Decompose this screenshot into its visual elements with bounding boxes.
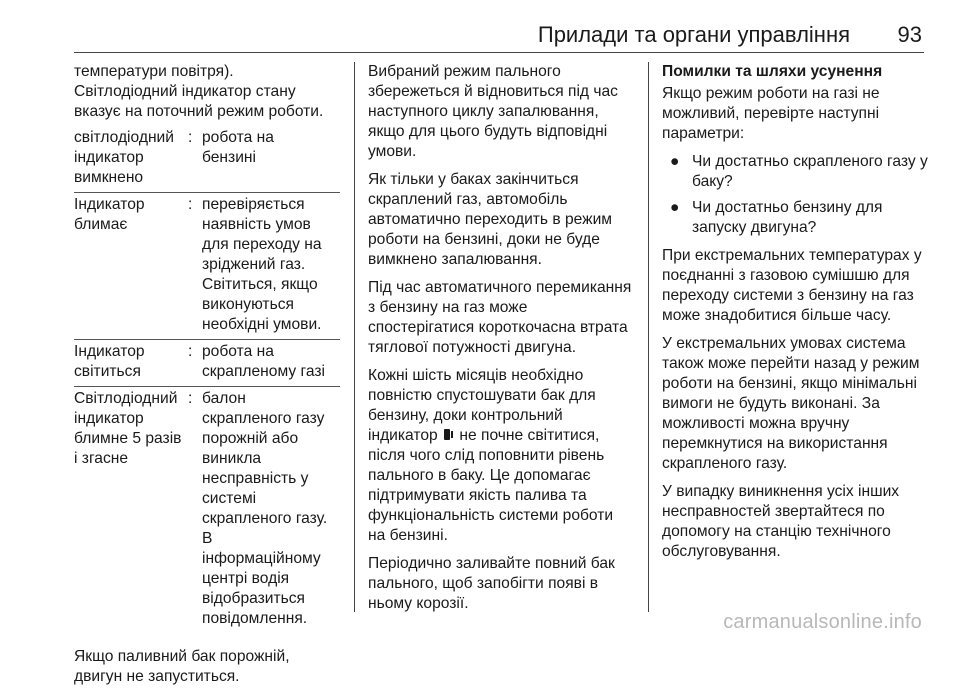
list-item: ● Чи достатньо бензину для запуску двигуна? — [670, 199, 883, 236]
paragraph: При екстремальних температурах у поєднанні з газовою сумішшю для переходу системи з бензину на газ може знадобитися більше часу. — [662, 247, 922, 324]
table-row: світлодіодний індикатор вимкнено : робота на бензині — [74, 126, 340, 192]
paragraph: Під час автоматичного перемикання з бензину на газ може спостерігатися короткочасна втрата тяглової потужності двигуна. — [368, 279, 632, 356]
table-cell-value: робота на бензині — [202, 129, 274, 166]
table-cell-key: Індикатор блимає — [74, 196, 145, 233]
paragraph: Як тільки у баках закінчиться скраплений газ, автомобіль автоматично переходить в режим роботи на бензині, доки не буде вимкнено запалювання. — [368, 171, 613, 268]
list-item: ● Чи достатньо скрапленого газу у баку? — [670, 153, 928, 190]
page-title: Прилади та органи управління — [537, 22, 850, 47]
paragraph-part: не почне світитися, після чого слід поповнити рівень пального в баку. Це допомагає підтримувати якість палива та функціональність системи роботи на бензині. — [368, 427, 614, 544]
column-left — [74, 62, 340, 695]
paragraph: У випадку виникнення усіх інших несправностей звертайтеся по допомогу на станцію технічного обслуговування. — [662, 483, 900, 560]
table-cell-key: світлодіодний індикатор вимкнено — [74, 129, 174, 186]
table-cell-value: робота на скрапленому газі — [202, 343, 325, 380]
paragraph: Періодично заливайте повний бак пального, щоб запобігти появі в ньому корозії. — [368, 555, 615, 612]
bullet-list — [662, 152, 928, 238]
page-header — [0, 0, 960, 54]
column-middle — [368, 62, 634, 622]
bullet-icon: ● — [670, 199, 680, 216]
paragraph: Якщо режим роботи на газі не можливий, перевірте наступні параметри: — [662, 85, 880, 142]
table-row: Світлодіодний індикатор блимне 5 разів і згасне : балон скрапленого газу порожній або виникла несправність у системі скрапленого газу. В інформаційному центрі водія відобразиться повідомлення. — [74, 386, 340, 633]
paragraph: Вибраний режим пального збережеться й відновиться під час наступного циклу запалювання, якщо для цього будуть відповідні умови. — [368, 63, 618, 160]
column-right — [662, 62, 928, 570]
table-cell-key: Індикатор світиться — [74, 343, 145, 380]
table-row: Індикатор блимає : перевіряється наявність умов для переходу на зріджений газ. Світиться, якщо виконуються необхідні умови. — [74, 192, 340, 339]
indicator-table — [74, 126, 340, 633]
table-cell-value: балон скрапленого газу порожній або виникла несправність у системі скрапленого газу. В інформаційному центрі водія відобразиться повідомлення. — [202, 390, 328, 627]
column-divider-1 — [354, 62, 355, 612]
section-title: Помилки та шляхи усунення — [662, 63, 883, 80]
paragraph: У екстремальних умовах система також може перейти назад у режим роботи на бензині, якщо мінімальні вимоги не будуть виконані. За можливості можна вручну перемкнутися на використання скрапленого газу. — [662, 335, 920, 472]
watermark: carmanualsonline.info — [723, 611, 922, 633]
intro-paragraph: температури повітря). Світлодіодний індикатор стану вказує на поточний режим роботи. — [74, 63, 324, 120]
table-cell-key: Світлодіодний індикатор блимне 5 разів і згасне — [74, 390, 182, 467]
table-row: Індикатор світиться : робота на скрапленому газі — [74, 339, 340, 386]
paragraph — [368, 366, 634, 546]
table-cell-value: перевіряється наявність умов для переходу на зріджений газ. Світиться, якщо виконуються необхідні умови. — [202, 196, 322, 333]
outro-paragraph: Якщо паливний бак порожній, двигун не запуститься. — [74, 648, 290, 685]
column-divider-2 — [648, 62, 649, 612]
fuel-pump-icon — [444, 428, 453, 441]
bullet-icon: ● — [670, 153, 680, 170]
paragraph-part: Кожні шість місяців необхідно повністю спустошувати бак для бензину, доки контрольний індикатор — [368, 367, 596, 444]
page-number: 93 — [897, 22, 922, 47]
header-divider — [74, 52, 924, 53]
